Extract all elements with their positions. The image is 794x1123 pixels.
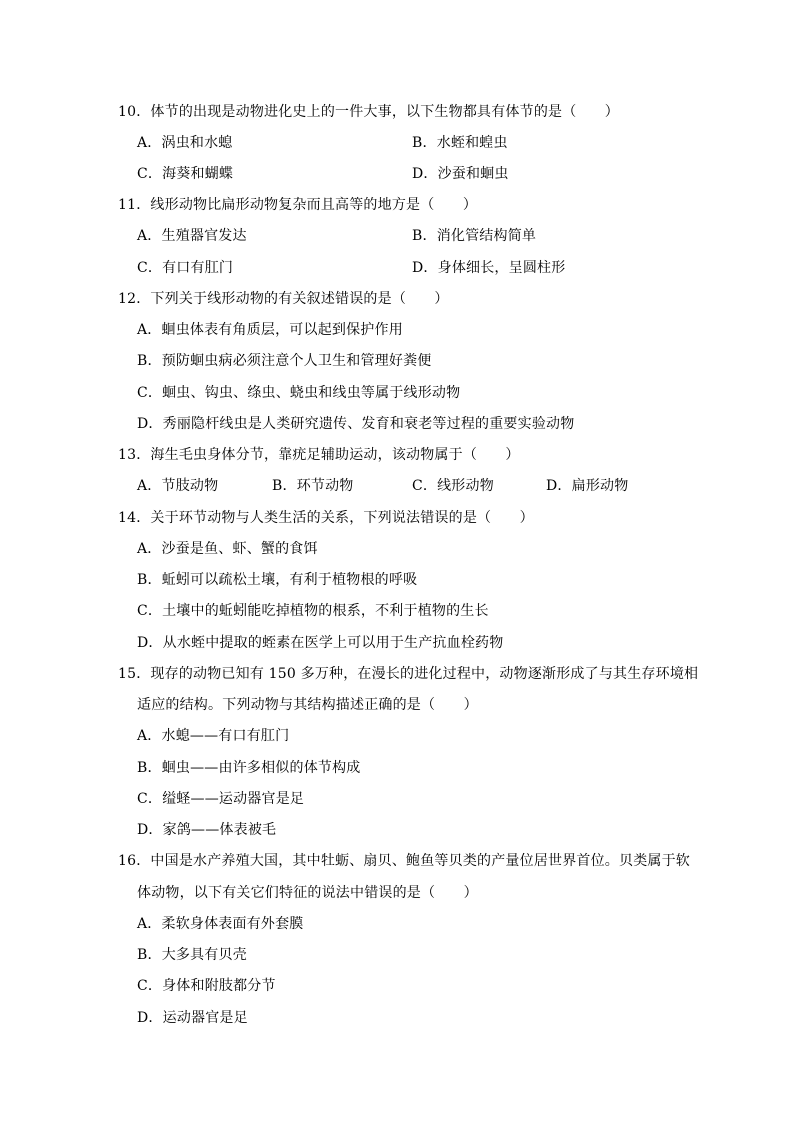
question-13-option-d: D．扁形动物 [546, 478, 629, 494]
question-13-option-a: A．节肢动物 [137, 478, 219, 494]
question-14-option-a: A．沙蚕是鱼、虾、蟹的食饵 [137, 541, 318, 557]
question-10-option-a: A．涡虫和水螅 [137, 135, 233, 151]
question-16-stem-line-2: 体动物，以下有关它们特征的说法中错误的是（ ） [137, 885, 478, 901]
question-13-option-b: B．环节动物 [272, 478, 354, 494]
question-11-option-d: D．身体细长，呈圆柱形 [412, 260, 566, 276]
question-15-option-b: B．蛔虫——由许多相似的体节构成 [137, 760, 361, 776]
question-15-option-a: A．水螅——有口有肛门 [137, 728, 290, 744]
question-12-option-d: D．秀丽隐杆线虫是人类研究遗传、发育和衰老等过程的重要实验动物 [137, 416, 575, 432]
question-14-option-b: B．蚯蚓可以疏松土壤，有利于植物根的呼吸 [137, 572, 418, 588]
question-15-option-c: C．缢蛏——运动器官是足 [137, 791, 305, 807]
question-11-stem: 11．线形动物比扁形动物复杂而且高等的地方是（ ） [118, 197, 478, 213]
question-11-option-c: C．有口有肛门 [137, 260, 234, 276]
question-16-option-b: B．大多具有贝壳 [137, 947, 247, 963]
question-11-option-b: B．消化管结构简单 [412, 228, 537, 244]
question-16-option-c: C．身体和附肢都分节 [137, 978, 276, 994]
question-10-option-b: B．水蛭和蝗虫 [412, 135, 508, 151]
question-12-option-a: A．蛔虫体表有角质层，可以起到保护作用 [137, 322, 403, 338]
question-13-option-c: C．线形动物 [412, 478, 494, 494]
question-14-stem: 14．关于环节动物与人类生活的关系，下列说法错误的是（ ） [118, 510, 534, 526]
question-16-option-d: D．运动器官是足 [137, 1010, 248, 1026]
question-12-stem: 12．下列关于线形动物的有关叙述错误的是（ ） [118, 291, 449, 307]
question-14-option-d: D．从水蛭中提取的蛭素在医学上可以用于生产抗血栓药物 [137, 635, 504, 651]
question-10-stem: 10．体节的出现是动物进化史上的一件大事，以下生物都具有体节的是（ ） [118, 104, 620, 120]
question-15-stem-line-1: 15．现存的动物已知有 150 多万种，在漫长的进化过程中，动物逐渐形成了与其生存环境相 [118, 666, 699, 682]
question-15-option-d: D．家鸽——体表被毛 [137, 822, 277, 838]
question-11-option-a: A．生殖器官发达 [137, 228, 247, 244]
question-14-option-c: C．土壤中的蚯蚓能吃掉植物的根系，不利于植物的生长 [137, 603, 489, 619]
question-12-option-b: B．预防蛔虫病必须注意个人卫生和管理好粪便 [137, 353, 432, 369]
question-10-option-d: D．沙蚕和蛔虫 [412, 166, 509, 182]
question-16-option-a: A．柔软身体表面有外套膜 [137, 916, 304, 932]
question-12-option-c: C．蛔虫、钩虫、绦虫、蛲虫和线虫等属于线形动物 [137, 385, 461, 401]
question-16-stem-line-1: 16．中国是水产养殖大国，其中牡蛎、扇贝、鲍鱼等贝类的产量位居世界首位。贝类属于软 [118, 853, 691, 869]
question-13-stem: 13．海生毛虫身体分节，靠疣足辅助运动，该动物属于（ ） [118, 447, 520, 463]
question-15-stem-line-2: 适应的结构。下列动物与其结构描述正确的是（ ） [137, 697, 478, 713]
question-10-option-c: C．海葵和蝴蝶 [137, 166, 234, 182]
